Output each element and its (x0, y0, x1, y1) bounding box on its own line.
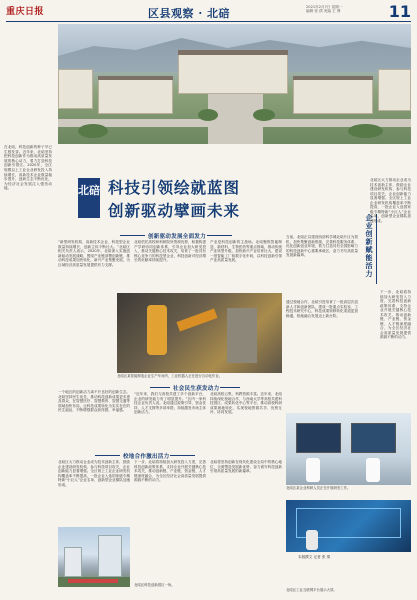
sidebar-text: 在北碚，科技创新的种子早已生根发芽。近年来，北碚坚持把科技创新作为推动高质量发展的核心动力，着力打造科技创新引领区。2020年，全区规模以上工业企业研发投入持续增长，高新技术企业数量稳步提升，创新生态不断优化，为经济社会发展注入强劲动能。 (4, 145, 52, 191)
issue-meta (306, 5, 386, 14)
headline-line1: 科技引领绘就蓝图 (108, 178, 241, 197)
vertical-subhead: 企业创新赋能活力 (365, 214, 374, 278)
section-title: 区县观察 · 北碚 (148, 7, 230, 20)
article-col-4: 当前，北碚正以建设西部科学城北碚片区为契机，加快集聚创新资源，完善科技服务体系，优化创新创业环境，着力打造具有全国影响力的科技创新中心重要承载区，奋力书写高质量发展新篇章。 (286, 235, 358, 258)
subhead-innovation: 创新驱动发展全面发力 (148, 234, 207, 240)
byline: 本版撰文 记者 张 倩 (298, 555, 331, 559)
article-col-1: “新型研发机构、高新技术企业、科技型企业数量持续增长，创新主体不断壮大。”北碚区相关负责人表示，2020年，北碚深入实施创新驱动发展战略，围绕产业链部署创新链，推动科技成果加快转化，新兴产业集聚发展，为区域经济高质量发展提供有力支撑。 (58, 240, 130, 267)
article-col-right-top: 北碚区大力推动企业成为技术创新主体，鼓励企业建设研发机构、参与科技项目攻关，企业创新能力显著增强。全区规上工业企业研发机构覆盖率不断提高，一批企业入选国家级专精特新“小巨人”企业名单，创新型企业梯队加速形成。 (370, 178, 411, 223)
article-col-5: 一个地区的创新活力离不开良好的创新生态。北碚坚持民生优先，推动科技创新成果更多惠及群众，在智慧医疗、智慧教育、智慧交通等领域加快布局，让科技成果转化为实实在在的民生福祉，不断增强群众获得感、幸福感。 (58, 390, 130, 413)
headline-line2: 创新驱动擘画未来 (108, 201, 241, 220)
article-col-8: 通过校地合作，北碚引进培育了一批高层次创新人才和创新团队，建成一批重点实验室、工程技术研究中心，科技成果转移转化渠道更加畅通，校地融合发展迈上新台阶。 (286, 300, 358, 318)
issue-editors: 编辑 张 倩 美编 王 博 (306, 9, 341, 14)
article-col-10: 下一步，北碚将持续加大研发投入力度，完善科技创新政策体系，支持企业开展关键核心技术攻关，推动创新链、产业链、资金链、人才链深度融合，为全区经济社会高质量发展提供源源不断的动力。 (134, 460, 206, 483)
factory-photo (117, 293, 282, 373)
issue-date: 2021年2月7日 星期一 (306, 5, 343, 9)
article-col-3: 产业是科技创新的主战场。北碚聚焦智能制造、新材料、生物医药等重点领域，推动传统产业转型升级，加快新兴产业培育壮大，建设一批智能工厂和数字化车间，以科技创新引领产业高质量发展。 (210, 240, 282, 263)
article-col-11: 北碚将坚持创新在现代化建设全局中的核心地位，全面塑造发展新优势，奋力谱写科技创新引领高质量发展的新篇章。 (210, 460, 282, 474)
subhead-livelihood: 社会民生获发动力 (173, 386, 220, 392)
subhead-cooperation: 校地合作激出活力 (123, 454, 170, 460)
district-badge: 北碚 (78, 178, 100, 218)
masthead (6, 4, 411, 22)
lab-photo (286, 413, 411, 485)
page-number: 11 (388, 2, 411, 21)
hero-photo (58, 24, 411, 144)
factory-caption: 北碚区某智能制造企业生产车间内，工业机器人正在进行自动化作业。 (117, 374, 223, 378)
article-col-7: 北碚高校云集，科教资源丰富。近年来，北碚持续深化校地合作，与西南大学等高校共建科技园区、成果转化中心等平台，推动高校科研成果就地转化，实现校地资源共享、优势互补、协同发展。 (210, 392, 282, 415)
article-col-9: 北碚区大力推动企业成为技术创新主体，鼓励企业建设研发机构、参与科技项目攻关，企业创新能力显著增强。全区规上工业企业研发机构覆盖率不断提高，一批企业入选国家级专精特新“小巨人”企业名单，创新型企业梯队加速形成。 (58, 460, 131, 487)
article-col-2: 北碚依托高校和科研院所资源优势，积极构建产学研协同创新体系，引导企业加大研发投入，推动关键核心技术攻关，培育了一批具有核心竞争力的科技型企业，科技创新对经济增长的贡献率持续提升。 (134, 240, 206, 263)
screen-caption: 北碚区工业互联网平台展示大屏。 (286, 588, 337, 592)
lab-caption: 北碚区某企业科研人员正在开展研发工作。 (286, 486, 351, 490)
campus-caption: 北碚区科技创新园区一角。 (134, 583, 175, 587)
article-col-right: 下一步，北碚将持续加大研发投入力度，完善科技创新政策体系，支持企业开展关键核心技术攻关，推动创新链、产业链、资金链、人才链深度融合，为全区经济社会高质量发展提供源源不断的动力。 (380, 290, 411, 340)
screen-photo (286, 500, 411, 552)
article-col-6: “近年来，我们与高校共建了多个创新平台，企业的研发能力有了明显提升。”区内一家科技企业负责人说。北碚通过政策引导、资金扶持、人才支撑等多项举措，持续激发市场主体创新活力。 (134, 392, 206, 415)
newspaper-logo: 重庆日报 (6, 7, 45, 17)
campus-photo (58, 527, 130, 587)
